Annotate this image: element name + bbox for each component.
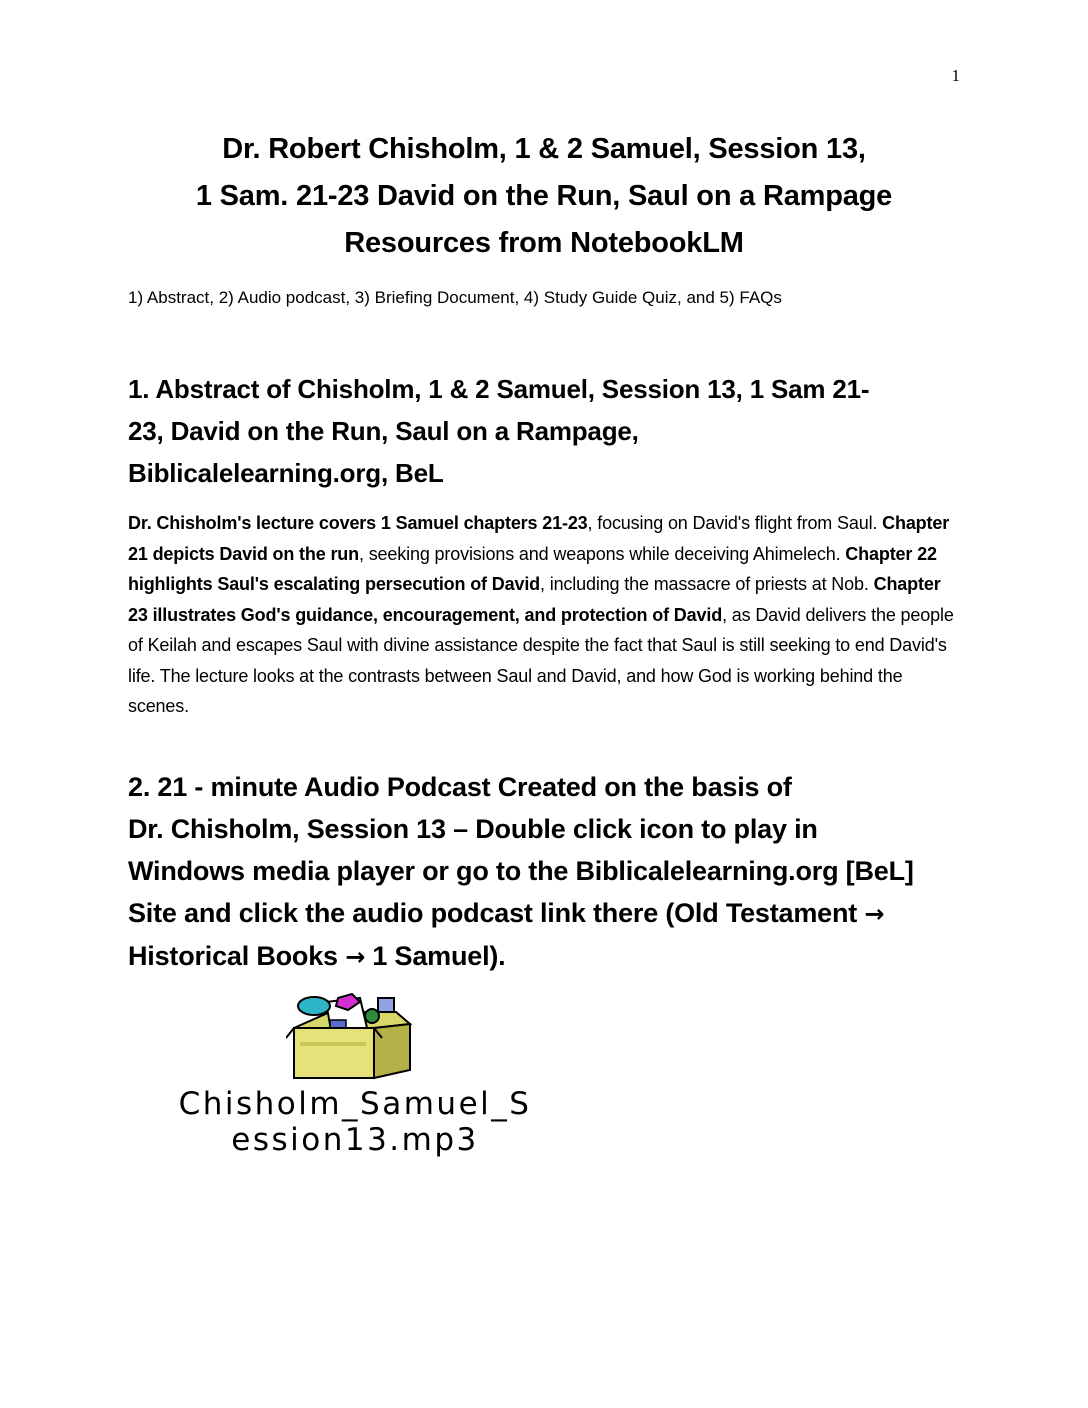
section-1-heading-line-2: 23, David on the Run, Saul on a Rampage,	[128, 416, 639, 446]
title-line-1: Dr. Robert Chisholm, 1 & 2 Samuel, Session 13,	[222, 133, 866, 165]
abstract-bold-4: Chapter 23 illustrates God's guidance, encouragement, and protection of David	[128, 574, 941, 625]
section-2-line-4-text: Site and click the audio podcast link there (Old Testament	[128, 898, 858, 928]
section-2-line-5	[128, 935, 968, 978]
abstract-text-2: , seeking provisions and weapons while deceiving Ahimelech.	[359, 543, 846, 564]
abstract-text-4: , as David delivers the people of Keilah and escapes Saul with divine assistance despite the fact that Saul is still seeking to end David's life. The lecture looks at the contrasts between Saul and David, and how God is working behind the scenes.	[128, 604, 954, 716]
section-2-line-2: Dr. Chisholm, Session 13 – Double click icon to play in	[128, 814, 818, 844]
page-number: 1	[951, 66, 960, 85]
abstract-text-1: , focusing on David's flight from Saul.	[587, 513, 883, 533]
media-file-label[interactable]	[120, 1086, 590, 1158]
section-2-line-1: 2. 21 - minute Audio Podcast Created on the basis of	[128, 772, 792, 802]
abstract-paragraph	[128, 508, 958, 722]
section-2-line-3: Windows media player or go to the Biblicalelearning.org [BeL]	[128, 856, 914, 886]
title-line-3: Resources from NotebookLM	[344, 227, 744, 259]
contents-line: 1) Abstract, 2) Audio podcast, 3) Briefing Document, 4) Study Guide Quiz, and 5) FAQs	[128, 288, 782, 307]
title-line-2: 1 Sam. 21-23 David on the Run, Saul on a Rampage	[195, 180, 893, 212]
media-file-label-line-1: Chisholm_Samuel_S	[178, 1086, 532, 1122]
media-file-label-line-2: ession13.mp3	[231, 1122, 479, 1158]
abstract-bold-3: Chapter 22 highlights Saul's escalating persecution of David	[128, 543, 937, 594]
abstract-bold-1: Dr. Chisholm's lecture covers 1 Samuel chapters 21-23	[128, 513, 588, 533]
section-1-heading-line-1: 1. Abstract of Chisholm, 1 & 2 Samuel, Session 13, 1 Sam 21-	[128, 374, 870, 404]
abstract-text-3: , including the massacre of priests at Nob.	[540, 574, 874, 594]
abstract-bold-2: Chapter 21 depicts David on the run	[128, 513, 950, 564]
section-2-line-4	[128, 892, 968, 935]
section-2-line-5b: 1 Samuel).	[372, 941, 506, 971]
section-1-heading	[128, 368, 968, 494]
section-2-line-5a: Historical Books	[128, 941, 338, 971]
document-title	[100, 126, 988, 267]
section-2-heading	[128, 766, 968, 978]
section-1-heading-line-3: Biblicalelearning.org, BeL	[128, 458, 444, 488]
right-arrow-icon: →	[345, 943, 366, 971]
package-media-icon[interactable]	[286, 992, 418, 1080]
right-arrow-icon: →	[864, 900, 885, 928]
